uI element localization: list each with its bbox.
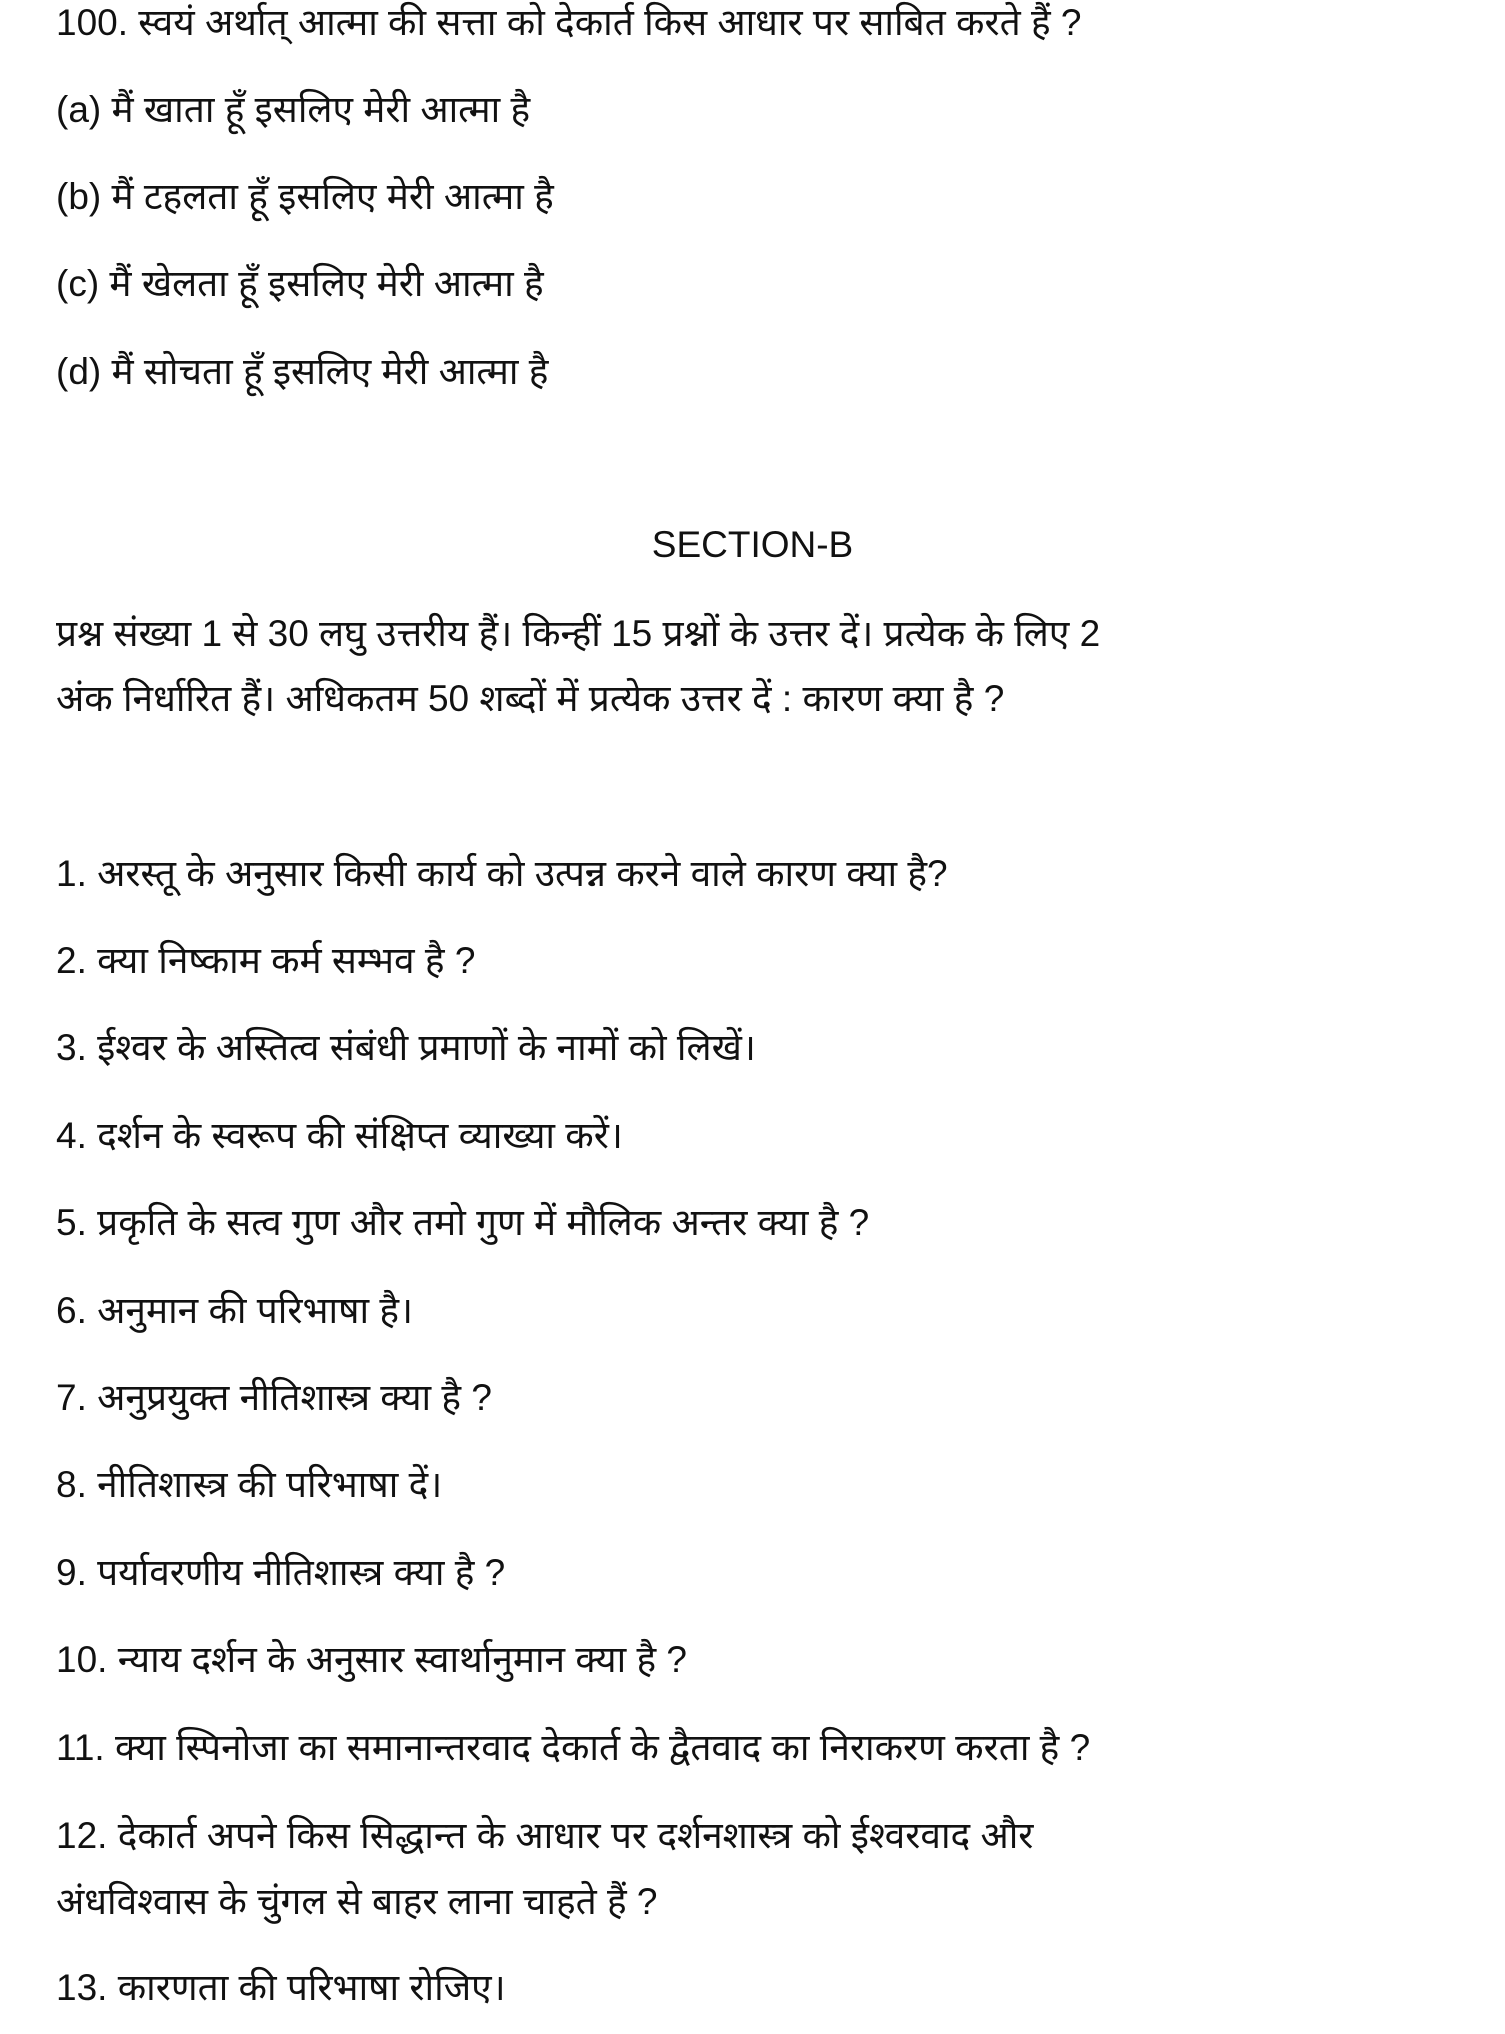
question-item: 9. पर्यावरणीय नीतिशास्त्र क्या है ? [56,1552,506,1593]
section-heading: SECTION-B [651,524,854,565]
question-item: 3. ईश्वर के अस्तित्व संबंधी प्रमाणों के नामों को लिखें। [56,1027,756,1068]
question-item: 11. क्या स्पिनोजा का समानान्तरवाद देकार्त के द्वैतवाद का निराकरण करता है ? [56,1727,1091,1768]
question-item: 4. दर्शन के स्वरूप की संक्षिप्त व्याख्या करें। [56,1115,623,1156]
question-item: 1. अरस्तू के अनुसार किसी कार्य को उत्पन्न करने वाले कारण क्या है? [56,853,948,894]
question-item: 12. देकार्त अपने किस सिद्धान्त के आधार पर दर्शनशास्त्र को ईश्वरवाद और [56,1815,1034,1856]
instructions-line: प्रश्न संख्या 1 से 30 लघु उत्तरीय हैं। किन्हीं 15 प्रश्नों के उत्तर दें। प्रत्येक के लिए 2 [56,613,1101,654]
question-text: 100. स्वयं अर्थात् आत्मा की सत्ता को देकार्त किस आधार पर साबित करते हैं ? [56,2,1082,43]
option-b: (b) मैं टहलता हूँ इसलिए मेरी आत्मा है [56,176,554,217]
question-item: 13. कारणता की परिभाषा रोजिए। [56,1967,506,2008]
question-item-continued: अंधविश्वास के चुंगल से बाहर लाना चाहते हैं ? [56,1881,658,1922]
option-d: (d) मैं सोचता हूँ इसलिए मेरी आत्मा है [56,351,549,392]
question-item: 10. न्याय दर्शन के अनुसार स्वार्थानुमान क्या है ? [56,1639,687,1680]
instructions-line: अंक निर्धारित हैं। अधिकतम 50 शब्दों में प्रत्येक उत्तर दें : कारण क्या है ? [56,678,1005,719]
question-item: 7. अनुप्रयुक्त नीतिशास्त्र क्या है ? [56,1377,492,1418]
question-item: 6. अनुमान की परिभाषा है। [56,1290,413,1331]
option-c: (c) मैं खेलता हूँ इसलिए मेरी आत्मा है [56,263,544,304]
question-item: 2. क्या निष्काम कर्म सम्भव है ? [56,940,476,981]
question-item: 8. नीतिशास्त्र की परिभाषा दें। [56,1464,443,1505]
option-a: (a) मैं खाता हूँ इसलिए मेरी आत्मा है [56,89,531,130]
question-item: 5. प्रकृति के सत्व गुण और तमो गुण में मौलिक अन्तर क्या है ? [56,1202,870,1243]
